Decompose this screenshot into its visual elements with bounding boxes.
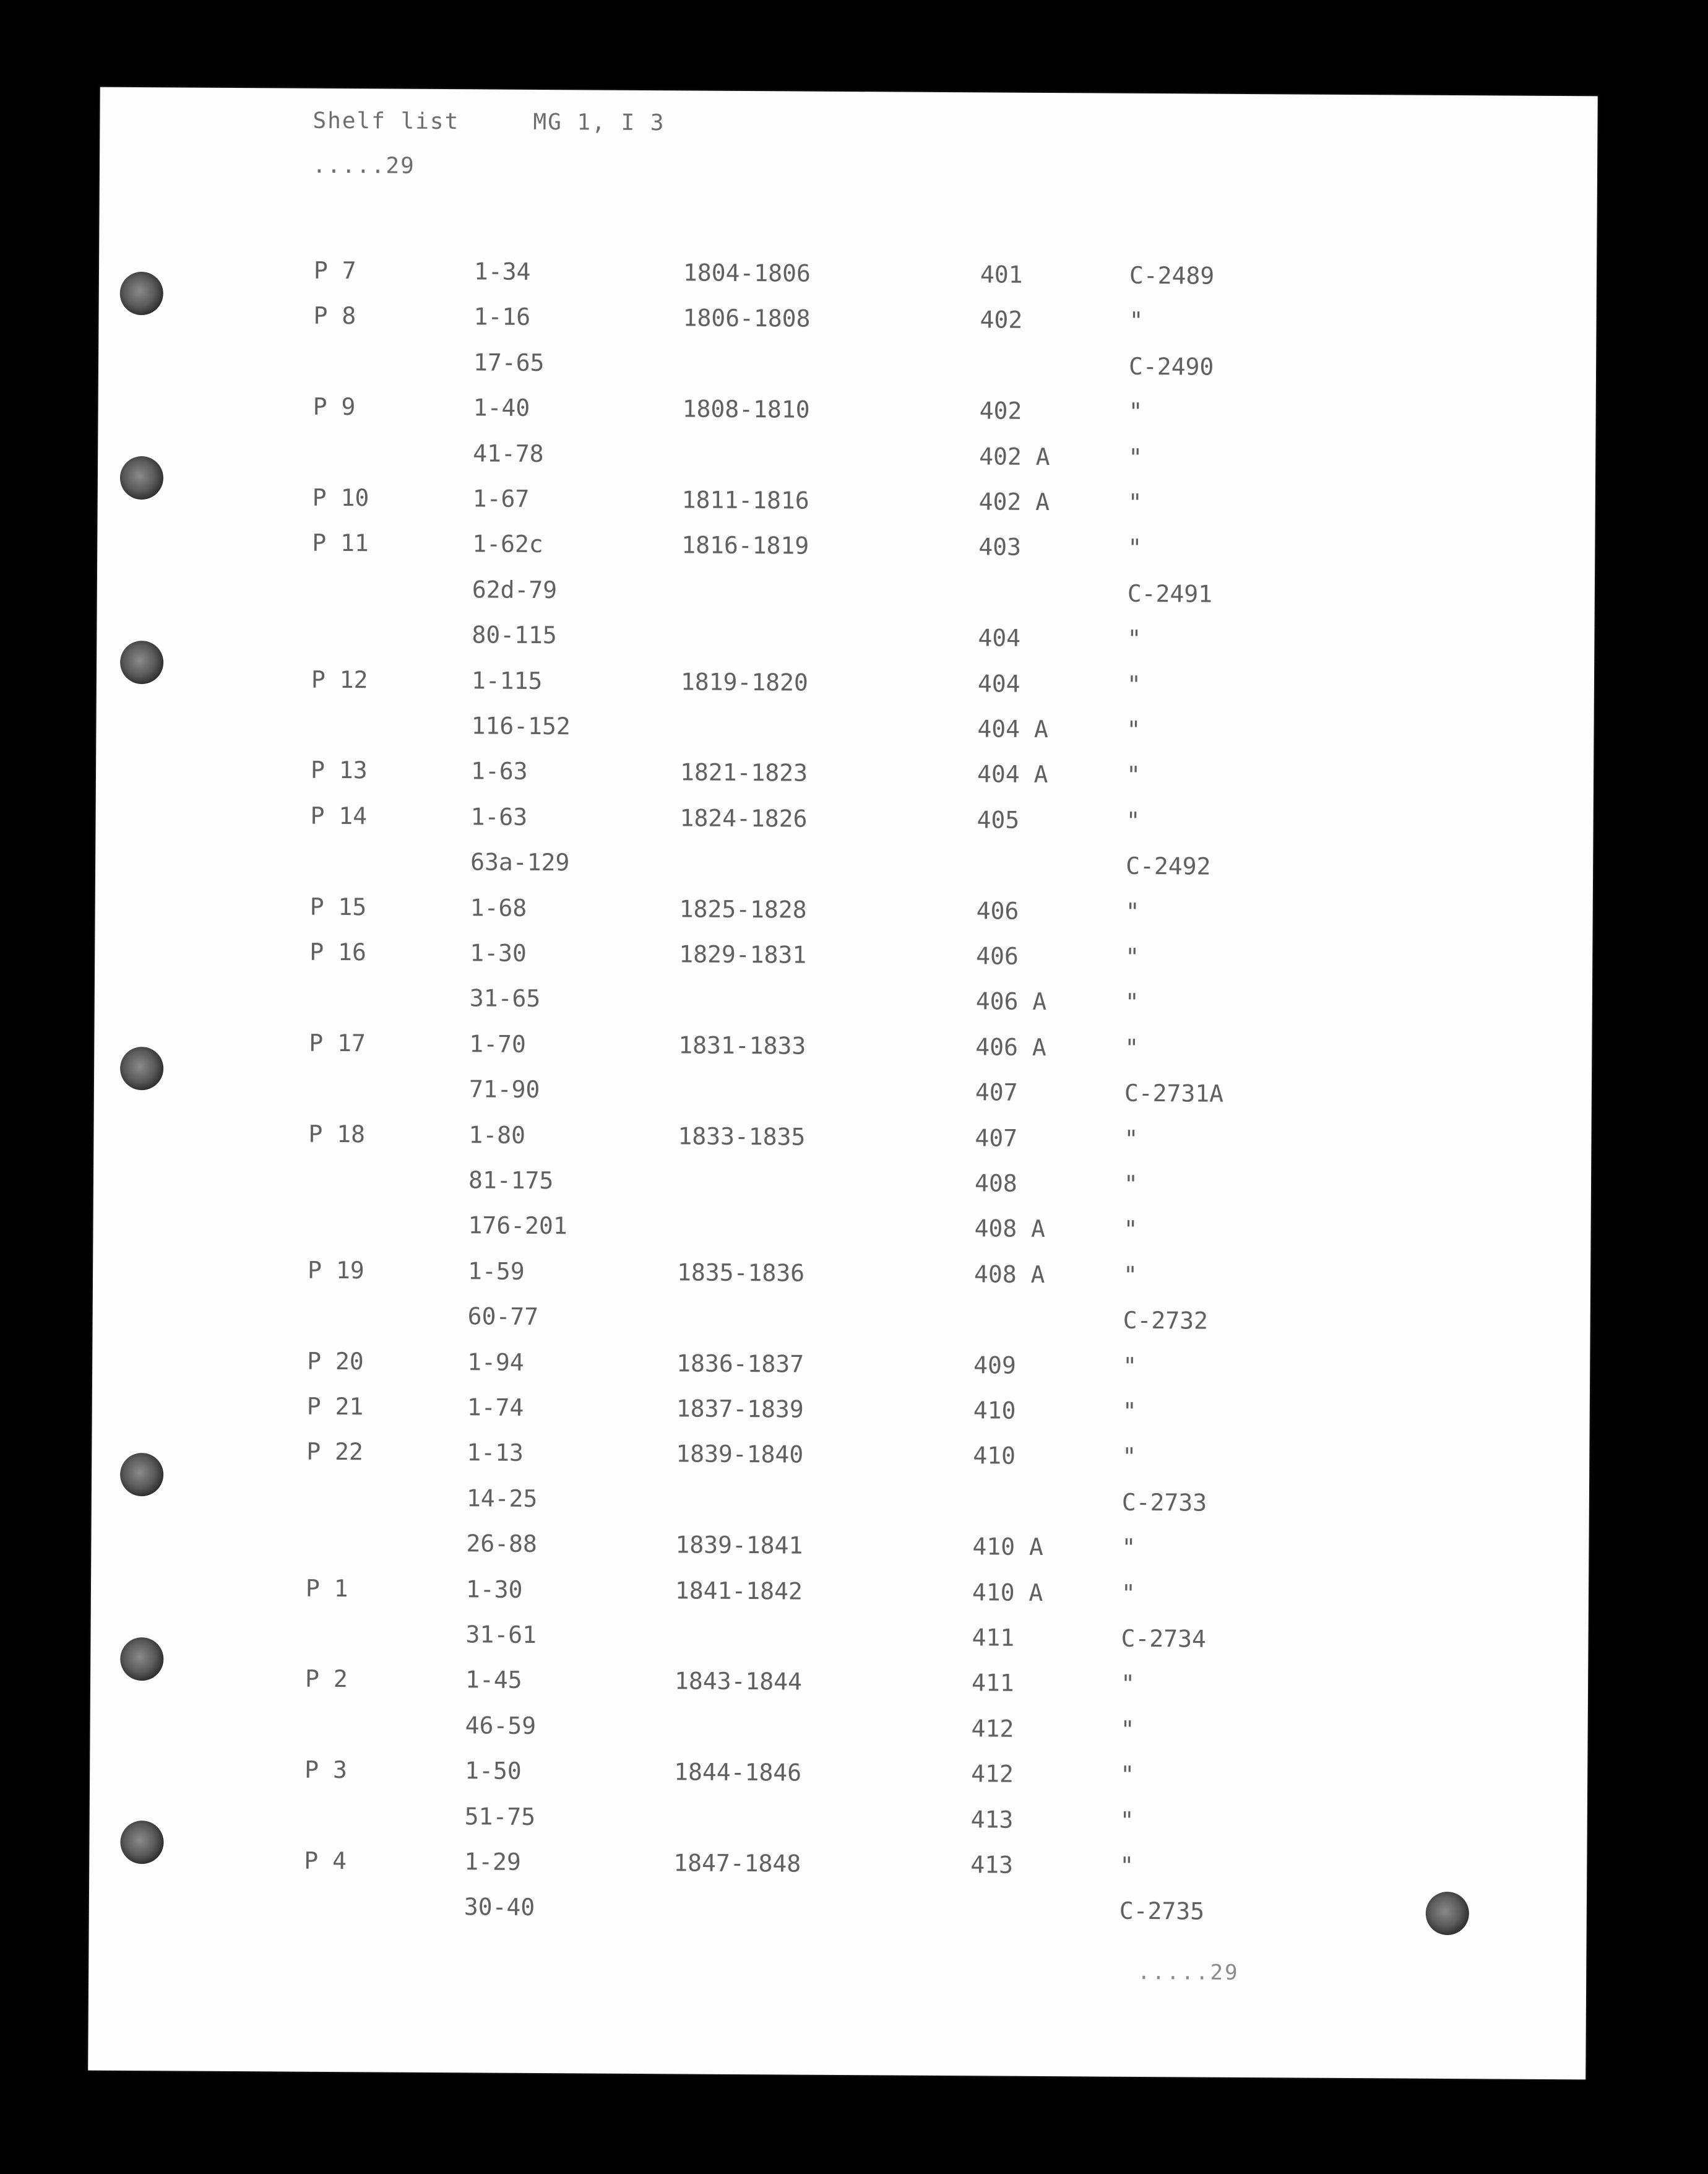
table-row <box>94 1073 1592 1114</box>
volume-number: 410 <box>973 1397 1016 1424</box>
reel-number: " <box>1122 1442 1137 1470</box>
year-range: 1847-1848 <box>673 1849 801 1877</box>
collection-reference: MG 1, I 3 <box>533 109 665 136</box>
page-range: 176-201 <box>468 1211 567 1240</box>
page-range: 80-115 <box>472 621 557 649</box>
volume-number: 402 A <box>979 443 1050 471</box>
table-row <box>97 528 1595 568</box>
part-number: P 8 <box>313 301 356 330</box>
volume-number: 411 <box>971 1669 1014 1697</box>
page-range: 60-77 <box>467 1302 539 1331</box>
reel-number: C-2734 <box>1121 1624 1206 1653</box>
volume-number: 405 <box>977 806 1020 834</box>
table-row <box>95 846 1593 886</box>
year-range: 1816-1819 <box>681 531 809 560</box>
table-row <box>93 1119 1591 1159</box>
volume-number: 410 A <box>972 1579 1043 1606</box>
table-row <box>92 1346 1590 1387</box>
year-range: 1806-1808 <box>683 304 811 332</box>
volume-number: 402 <box>979 397 1022 425</box>
table-row <box>92 1392 1590 1432</box>
reel-number: " <box>1128 488 1142 516</box>
reel-number: " <box>1123 1170 1139 1198</box>
table-row <box>90 1619 1588 1659</box>
reel-number: " <box>1124 1034 1139 1062</box>
reel-number: C-2733 <box>1121 1488 1207 1517</box>
page-range: 1-68 <box>470 894 527 922</box>
reel-number: C-2490 <box>1128 352 1214 381</box>
page-range: 1-67 <box>472 485 530 513</box>
reel-number: " <box>1122 1397 1137 1425</box>
part-number: P 13 <box>310 756 368 784</box>
volume-number: 404 A <box>977 715 1049 743</box>
footer-sequence: .....29 <box>1137 1959 1240 1985</box>
reel-number: " <box>1125 943 1140 971</box>
volume-number: 402 A <box>978 488 1050 516</box>
page-range: 30-40 <box>464 1893 535 1921</box>
part-number: P 2 <box>304 1665 348 1693</box>
volume-number: 411 <box>972 1624 1015 1652</box>
table-row <box>98 347 1596 387</box>
page-range: 1-62c <box>472 530 543 558</box>
reel-number: " <box>1124 1125 1139 1153</box>
table-row <box>90 1664 1588 1704</box>
part-number: P 21 <box>306 1392 364 1421</box>
part-number: P 1 <box>305 1574 348 1603</box>
page-range: 46-59 <box>465 1712 537 1739</box>
table-row <box>90 1801 1587 1841</box>
page-range: 1-29 <box>464 1848 521 1876</box>
table-row <box>98 301 1596 341</box>
year-range: 1839-1840 <box>676 1440 804 1468</box>
part-number: P 15 <box>309 893 367 921</box>
volume-number: 412 <box>971 1760 1014 1788</box>
table-row <box>96 710 1594 750</box>
part-number: P 19 <box>308 1256 364 1284</box>
table-row <box>98 483 1595 523</box>
volume-number: 407 <box>975 1078 1018 1106</box>
reel-number: " <box>1125 898 1140 925</box>
page-range: 31-65 <box>469 984 541 1013</box>
year-range: 1843-1844 <box>674 1667 803 1695</box>
volume-number: 406 A <box>975 1033 1046 1062</box>
part-number: P 12 <box>311 665 368 694</box>
year-range: 1804-1806 <box>683 259 811 287</box>
volume-number: 412 <box>971 1715 1014 1743</box>
reel-number: " <box>1121 1533 1136 1561</box>
page-range: 62d-79 <box>472 576 558 604</box>
page-range: 1-80 <box>468 1121 526 1149</box>
table-row <box>91 1574 1589 1614</box>
page-range: 17-65 <box>473 349 545 377</box>
reel-number: " <box>1119 1851 1134 1879</box>
part-number: P 16 <box>309 938 366 966</box>
table-row <box>92 1437 1589 1477</box>
part-number: P 22 <box>306 1437 363 1466</box>
year-range: 1839-1841 <box>675 1531 803 1559</box>
reel-number: " <box>1119 1806 1134 1834</box>
part-number: P 7 <box>313 256 356 285</box>
table-row <box>95 982 1592 1023</box>
page-range: 26-88 <box>466 1530 537 1557</box>
table-row <box>90 1710 1587 1750</box>
year-range: 1837-1839 <box>676 1395 804 1423</box>
year-range: 1821-1823 <box>679 758 808 787</box>
volume-number: 410 A <box>972 1533 1043 1561</box>
table-row <box>93 1210 1590 1250</box>
part-number: P 3 <box>304 1756 347 1784</box>
part-number: P 18 <box>308 1120 366 1148</box>
table-row <box>98 392 1595 432</box>
reel-number: " <box>1126 716 1141 743</box>
reel-number: " <box>1128 534 1142 561</box>
table-row <box>97 619 1594 659</box>
year-range: 1824-1826 <box>679 804 808 833</box>
reel-number: " <box>1126 761 1141 789</box>
reel-number: " <box>1124 988 1139 1016</box>
page-range: 63a-129 <box>470 848 570 877</box>
year-range: 1844-1846 <box>674 1758 802 1786</box>
page-range: 1-63 <box>470 757 528 785</box>
reel-number: " <box>1128 443 1143 471</box>
page-range: 31-61 <box>465 1621 537 1648</box>
volume-number: 404 <box>978 624 1021 652</box>
reel-number: C-2489 <box>1129 261 1215 290</box>
page-range: 1-94 <box>467 1348 524 1376</box>
table-row <box>89 1891 1587 1931</box>
page-range: 1-70 <box>469 1030 527 1058</box>
volume-number: 408 A <box>974 1215 1046 1243</box>
part-number: P 17 <box>309 1029 366 1057</box>
table-row <box>94 1028 1592 1068</box>
reel-number: " <box>1126 807 1141 834</box>
page-range: 1-50 <box>465 1757 522 1785</box>
reel-number: " <box>1126 670 1141 698</box>
page-range: 14-25 <box>466 1484 538 1512</box>
year-range: 1831-1833 <box>678 1031 806 1060</box>
volume-number: 406 A <box>975 987 1047 1016</box>
year-range: 1811-1816 <box>681 486 809 514</box>
page-range: 116-152 <box>471 712 571 740</box>
volume-number: 413 <box>970 1851 1014 1879</box>
document-page <box>88 87 1598 2080</box>
page-range: 1-59 <box>468 1257 525 1285</box>
part-number: P 9 <box>313 392 356 421</box>
volume-number: 406 <box>976 897 1019 925</box>
year-range: 1835-1836 <box>676 1258 805 1287</box>
page-range: 1-16 <box>473 303 531 331</box>
table-row <box>92 1483 1589 1523</box>
table-row <box>91 1528 1589 1568</box>
page-range: 41-78 <box>473 440 544 468</box>
reel-number: " <box>1127 625 1142 652</box>
page-range: 1-115 <box>471 667 543 695</box>
reel-number: " <box>1120 1715 1135 1743</box>
reel-number: " <box>1121 1579 1136 1607</box>
reel-number: " <box>1123 1352 1137 1380</box>
table-row <box>99 256 1597 296</box>
part-number: P 14 <box>310 802 368 830</box>
year-range: 1836-1837 <box>676 1349 804 1378</box>
volume-number: 407 <box>975 1124 1018 1152</box>
volume-number: 408 A <box>973 1260 1045 1288</box>
page-range: 1-45 <box>465 1666 522 1694</box>
volume-number: 406 <box>976 942 1019 970</box>
reel-number: C-2735 <box>1119 1897 1205 1925</box>
reel-number: C-2491 <box>1127 579 1213 608</box>
page-range: 1-30 <box>465 1575 523 1603</box>
table-row <box>97 574 1595 614</box>
part-number: P 10 <box>312 483 369 512</box>
table-row <box>90 1755 1587 1795</box>
volume-number: 401 <box>980 261 1023 288</box>
page-range: 1-34 <box>473 258 531 285</box>
volume-number: 404 A <box>977 760 1048 789</box>
volume-number: 408 <box>974 1169 1017 1197</box>
page-range: 81-175 <box>468 1166 554 1195</box>
table-row <box>96 755 1594 795</box>
part-number: P 4 <box>304 1847 347 1875</box>
table-row <box>95 801 1593 841</box>
reel-number: C-2492 <box>1126 852 1211 880</box>
year-range: 1833-1835 <box>678 1122 806 1151</box>
table-row <box>97 665 1594 705</box>
table-row <box>93 1164 1591 1205</box>
reel-number: " <box>1120 1760 1135 1788</box>
year-range: 1808-1810 <box>682 395 810 423</box>
reel-number: " <box>1123 1261 1138 1289</box>
reel-number: " <box>1128 397 1143 425</box>
reel-number: C-2731A <box>1124 1079 1224 1107</box>
volume-number: 404 <box>977 670 1020 698</box>
reel-number: " <box>1120 1669 1136 1697</box>
table-row <box>89 1846 1587 1886</box>
shelf-list-title: Shelf list <box>313 108 460 135</box>
page-range: 1-40 <box>473 394 530 422</box>
year-range: 1825-1828 <box>679 895 807 924</box>
table-row <box>98 438 1595 478</box>
reel-number: " <box>1129 306 1144 334</box>
table-row <box>93 1301 1590 1341</box>
year-range: 1841-1842 <box>675 1577 803 1605</box>
page-range: 71-90 <box>468 1075 540 1104</box>
page-range: 1-30 <box>470 939 527 967</box>
volume-number: 409 <box>973 1351 1016 1379</box>
page-range: 1-13 <box>467 1439 524 1466</box>
year-range: 1819-1820 <box>680 668 808 696</box>
year-range: 1829-1831 <box>679 940 807 969</box>
table-row <box>93 1255 1590 1296</box>
table-row <box>95 937 1592 977</box>
page-sequence: .....29 <box>312 152 415 179</box>
part-number: P 11 <box>312 529 369 557</box>
volume-number: 410 <box>973 1442 1016 1470</box>
page-range: 1-74 <box>467 1393 524 1421</box>
table-row <box>95 892 1593 932</box>
part-number: P 20 <box>307 1347 364 1375</box>
volume-number: 403 <box>978 533 1022 561</box>
page-range: 51-75 <box>464 1803 536 1830</box>
reel-number: C-2732 <box>1123 1306 1209 1335</box>
page-range: 1-63 <box>470 803 528 831</box>
reel-number: " <box>1123 1215 1138 1243</box>
volume-number: 402 <box>980 306 1023 334</box>
volume-number: 413 <box>970 1806 1014 1834</box>
